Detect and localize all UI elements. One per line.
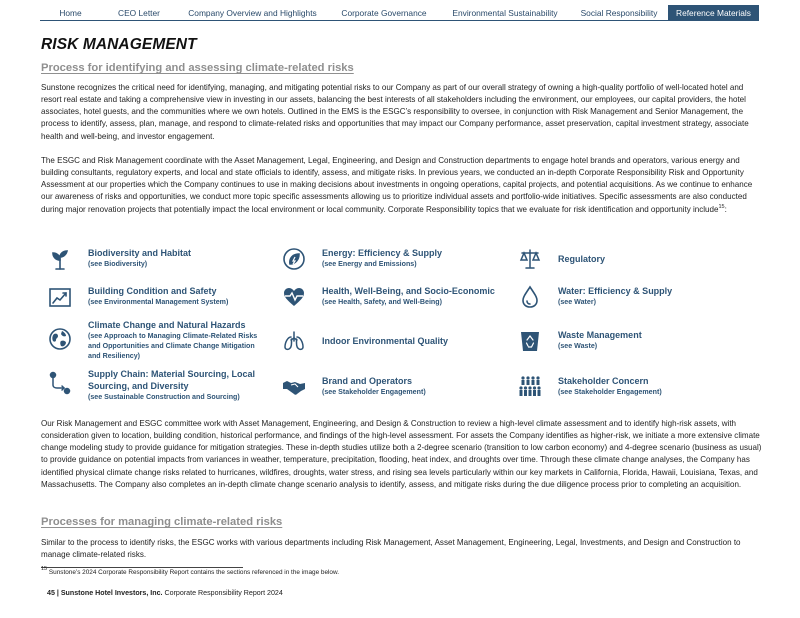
footnote-ref-15[interactable]: 15 [718, 203, 725, 210]
topic-title: Building Condition and Safety [88, 286, 217, 296]
footer-separator: | [54, 589, 61, 597]
nav-home[interactable]: Home [59, 7, 82, 18]
handshake-icon [282, 375, 306, 399]
paragraph-esgc-end: : [724, 204, 727, 214]
topic-reference-link[interactable]: (see Waste) [558, 342, 598, 350]
section-heading-managing-risks: Processes for managing climate-related risks [41, 516, 283, 528]
topic-reference-link[interactable]: (see Approach to Managing Climate-Related Risks and Opportunities and Climate Change Mitigation and Resiliency) [88, 332, 258, 360]
topic-title: Climate Change and Natural Hazards [88, 320, 246, 330]
supply-chain-icon [48, 371, 72, 395]
paragraph-managing-risks: Similar to the process to identify risks, the ESGC works with various departments including Risk Management, Asset Management, Engineering, Legal, Investments, and Design and Construction to manage climate-related risks. [41, 538, 741, 560]
footer-company: Sunstone Hotel Investors, Inc. [60, 589, 163, 597]
topic-title: Stakeholder Concern [558, 376, 649, 386]
paragraph-intro: Sunstone recognizes the critical need for identifying, managing, and mitigating potential risks to our Company as part of our overall strategy of owning a high-quality portfolio of well-located hotel and resort real estate and taking a comprehensive view in investing in our assets, balancing the best interests of all stakeholders including the environment, our employees, our capital providers, the hotel associates, hotel guests, and the communities where we own hotels. Outlined in the EMS is the ESGC’s responsibility to oversee, in conjunction with Risk Management and Senior Management, the process to identify, assess, plan, manage, and respond to climate-related risks and opportunities that may impact our Company performance, asset preservation, capital investment strategy, associate health and well-being, and investor engagement. [41, 83, 749, 141]
paragraph-climate-assessment: Our Risk Management and ESGC committee work with Asset Management, Engineering, and Design & Construction to review a high-level climate assessment and to identify high-risk assets, with consideration given to location, building condition, historical performance, and findings of the high-level assessment. For assets the Company identifies as higher-risk, we initiate a more extensive climate change modeling study to provide guidance for mitigation strategies. These in-depth studies utilize both a 2-degree scenario (transition to low carbon economy) and 4-degree scenario (business as usual) to provide guidance on potential impacts from variances in weather, temperature, precipitation, flooding, heat index, and droughts over time. Through these climate change analyses, the Company has identified physical climate change risks related to hurricanes, wildfires, droughts, water stress, and rising sea levels particularly within our key markets in California, Florida, Hawaii, Louisiana, Texas, and Massachusetts. The Company also completes an in-depth climate change scenario analysis to identify, assess, and mitigate risks during the due diligence process prior to completing an acquisition. [41, 419, 762, 489]
people-group-icon [518, 375, 542, 399]
page-title: RISK MANAGEMENT [41, 36, 197, 53]
paragraph-esgc-text: The ESGC and Risk Management coordinate with the Asset Management, Legal, Engineering, and Design and Construction departments to engage hotel brands and operators, various energy and building consultants, regulatory experts, and local and state officials to identify, assess, and mitigate risks. In previous years, we conducted an in-depth Corporate Responsibility Risk and Opportunity Assessment at our properties which the Company continues to use in making decisions about investments in ongoing operations, capital projects, and potential acquisitions. As we continue to enhance our awareness of risks and opportunities, we conduct more topic specific assessments allowing us to prioritize individual assets and portfolio-wide initiatives. Specific assessments are also conducted during major renovation projects that potentially impact the local environment or local community. Corporate Responsibility topics that we evaluate for risk identification and opportunity include [41, 156, 753, 214]
page-number: 45 [47, 589, 55, 597]
plant-icon [48, 247, 72, 271]
footnote-text: Sunstone’s 2024 Corporate Responsibility Report contains the sections referenced in the image below. [47, 569, 340, 576]
topic-reference-link[interactable]: (see Water) [558, 298, 596, 306]
topic-title: Regulatory [558, 254, 606, 264]
recycle-bin-icon [518, 329, 542, 353]
nav-environmental-sustainability[interactable]: Environmental Sustainability [452, 7, 558, 18]
water-drop-icon [518, 285, 542, 309]
top-navigation [40, 5, 759, 21]
nav-company-overview[interactable]: Company Overview and Highlights [188, 7, 317, 18]
scales-icon [518, 247, 542, 271]
nav-ceo-letter[interactable]: CEO Letter [118, 7, 160, 18]
topic-reference-link[interactable]: (see Energy and Emissions) [322, 260, 417, 268]
nav-corporate-governance[interactable]: Corporate Governance [341, 7, 427, 18]
topic-title: Energy: Efficiency & Supply [322, 248, 443, 258]
page-footer [47, 589, 283, 597]
footnote-15 [41, 566, 340, 576]
footer-report-title: Corporate Responsibility Report 2024 [162, 589, 283, 597]
globe-icon [48, 327, 72, 351]
nav-reference-materials[interactable]: Reference Materials [668, 5, 759, 20]
topic-reference-link[interactable]: (see Biodiversity) [88, 260, 148, 268]
topic-reference-link[interactable]: (see Environmental Management System) [88, 298, 229, 306]
nav-social-responsibility[interactable]: Social Responsibility [580, 7, 658, 18]
topic-title: Supply Chain: Material Sourcing, Local Sourcing, and Diversity [88, 369, 256, 391]
topic-reference-link[interactable]: (see Stakeholder Engagement) [558, 388, 662, 396]
paragraph-esgc-coordination [41, 155, 763, 216]
topic-reference-link[interactable]: (see Health, Safety, and Well-Being) [322, 298, 442, 306]
energy-leaf-icon [282, 247, 306, 271]
lungs-icon [282, 329, 306, 353]
footnote-divider [41, 567, 243, 568]
topic-title: Waste Management [558, 330, 642, 340]
building-chart-icon [48, 285, 72, 309]
section-heading-identifying-risks: Process for identifying and assessing climate-related risks [41, 62, 354, 74]
topic-reference-link[interactable]: (see Stakeholder Engagement) [322, 388, 426, 396]
topic-title: Biodiversity and Habitat [88, 248, 192, 258]
heart-pulse-icon [282, 285, 306, 309]
topic-title: Brand and Operators [322, 376, 413, 386]
topic-title: Indoor Environmental Quality [322, 336, 449, 346]
topic-title: Health, Well-Being, and Socio-Economic [322, 286, 495, 296]
topic-title: Water: Efficiency & Supply [558, 286, 673, 296]
topic-reference-link[interactable]: (see Sustainable Construction and Sourcing) [88, 393, 240, 401]
footnote-number: 15 [41, 566, 48, 572]
